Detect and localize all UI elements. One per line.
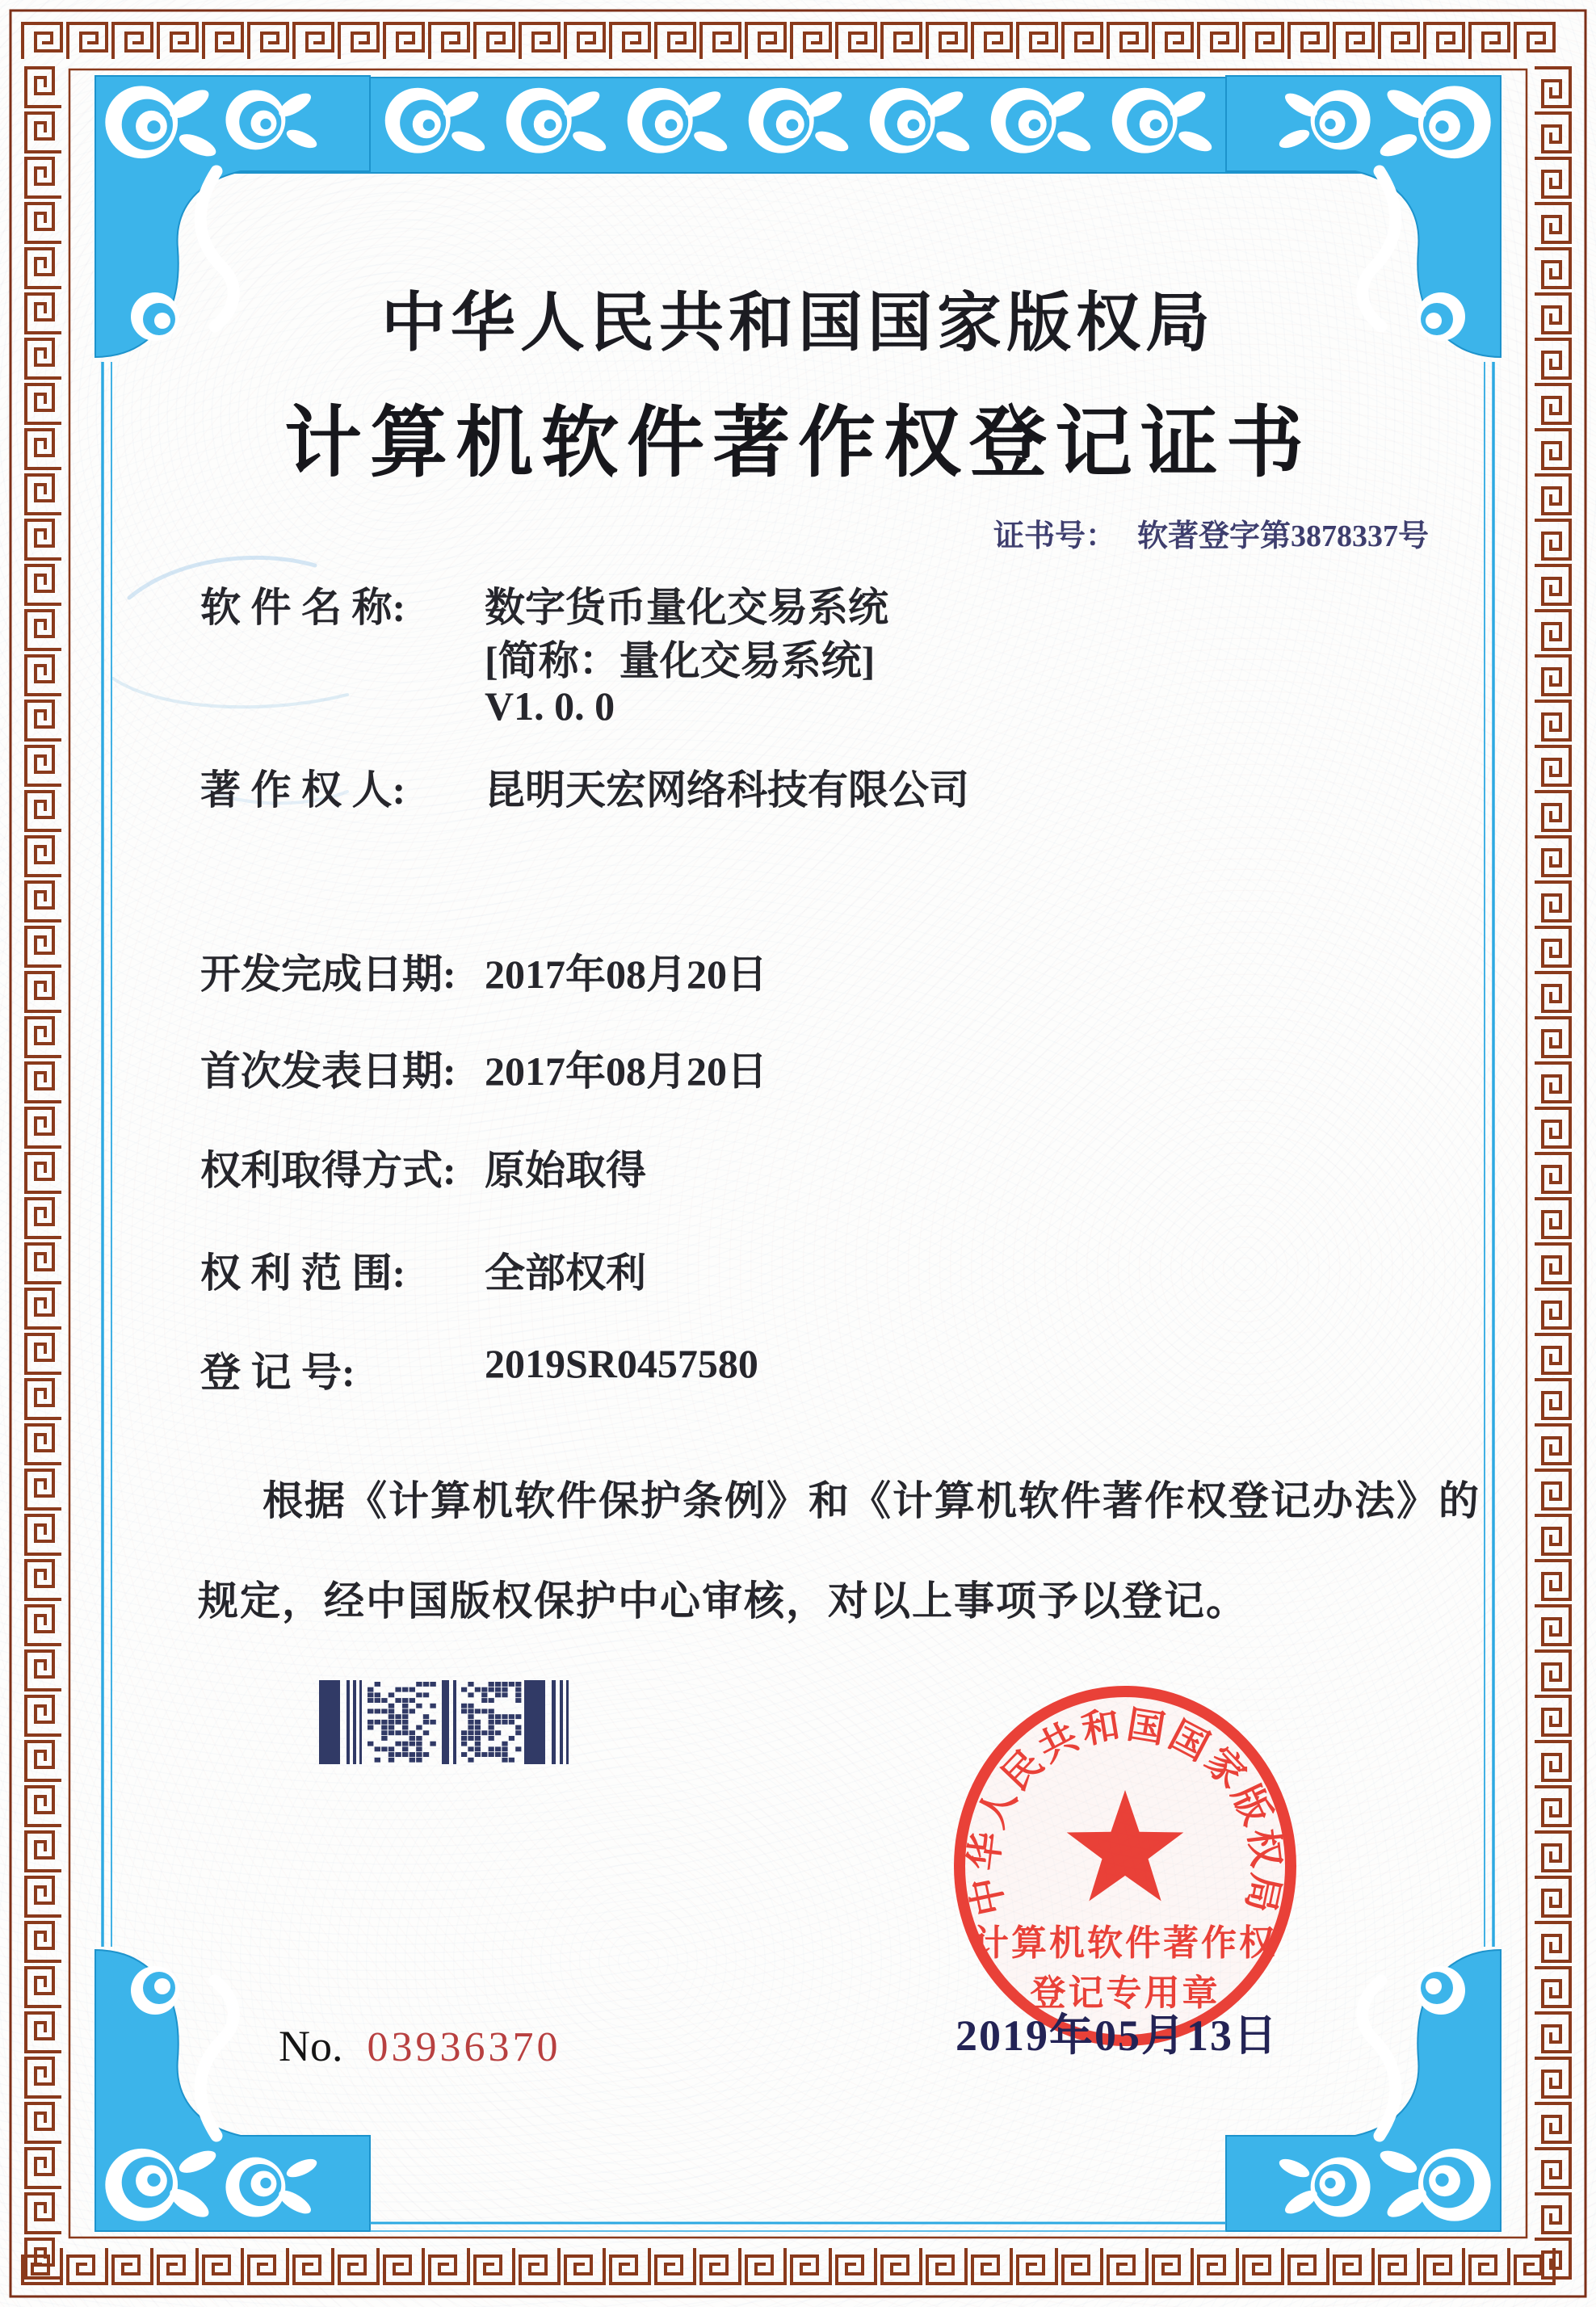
registration-number-value: 2019SR0457580: [485, 1341, 758, 1386]
serial-number-line: [279, 2021, 561, 2071]
statement-line-2: 规定，经中国版权保护中心审核，对以上事项予以登记。: [198, 1578, 1248, 1624]
publish-date-label: 首次发表日期:: [200, 1048, 456, 1094]
serial-number-value: 03936370: [367, 2024, 561, 2070]
seal-ring-text: 中华人民共和国国家版权局: [963, 1704, 1287, 1919]
seal-line2: 登记专用章: [1030, 1973, 1220, 2013]
dev-date-value: 2017年08月20日: [485, 952, 767, 997]
rights-scope-label: 权 利 范 围:: [200, 1250, 406, 1296]
dev-date-label: 开发完成日期:: [200, 952, 456, 997]
owner-value: 昆明天宏网络科技有限公司: [485, 767, 969, 813]
certificate-number-label: 证书号：: [993, 519, 1117, 553]
rights-acquire-value: 原始取得: [485, 1148, 646, 1193]
rights-scope-value: 全部权利: [485, 1250, 646, 1296]
certificate-title: 计算机软件著作权登记证书: [284, 400, 1312, 486]
owner-label: 著 作 权 人:: [200, 767, 406, 813]
seal-line1: 计算机软件著作权: [973, 1923, 1277, 1963]
rights-acquire-label: 权利取得方式:: [200, 1148, 456, 1193]
software-shortname-value: [简称：量化交易系统]: [485, 638, 876, 683]
registration-number-label: 登 记 号:: [200, 1350, 355, 1395]
certificate-number-value: 软著登字第3878337号: [1137, 519, 1430, 553]
software-name-label: 软 件 名 称:: [200, 585, 406, 630]
publish-date-value: 2017年08月20日: [485, 1048, 767, 1094]
agency-title: 中华人民共和国国家版权局: [381, 288, 1215, 359]
statement-line-1: 根据《计算机软件保护条例》和《计算机软件著作权登记办法》的: [262, 1478, 1480, 1523]
serial-number-label: No.: [279, 2022, 343, 2070]
seal-date: 2019年05月13日: [956, 2011, 1279, 2060]
certificate-number: [993, 511, 1429, 555]
software-name-value: 数字货币量化交易系统: [485, 585, 888, 630]
software-version-value: V1. 0. 0: [485, 683, 615, 729]
